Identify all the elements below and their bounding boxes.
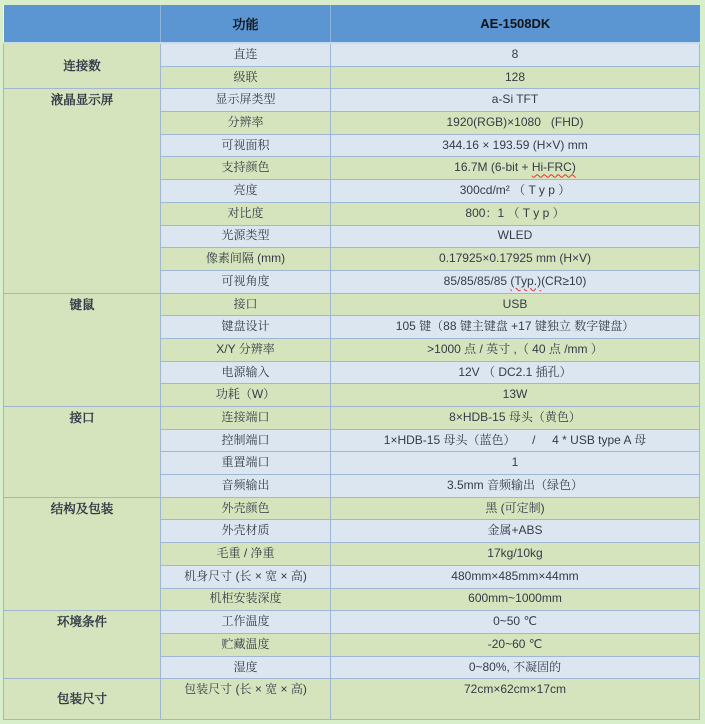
feature-cell: X/Y 分辨率 bbox=[161, 338, 331, 361]
feature-cell: 分辨率 bbox=[161, 112, 331, 135]
feature-cell: 湿度 bbox=[161, 656, 331, 679]
value-cell: USB bbox=[331, 293, 700, 316]
value-cell: 72cm×62cm×17cm bbox=[331, 679, 700, 720]
value-cell: 8×HDB-15 母头（黄色） bbox=[331, 407, 700, 430]
category-cell: 连接数 bbox=[4, 43, 161, 89]
spellcheck-squiggle: (Typ.) bbox=[510, 273, 542, 288]
value-cell: 600mm~1000mm bbox=[331, 588, 700, 611]
feature-cell: 工作温度 bbox=[161, 611, 331, 634]
value-cell: a-Si TFT bbox=[331, 89, 700, 112]
value-cell: 344.16 × 193.59 (H×V) mm bbox=[331, 134, 700, 157]
value-cell: 85/85/85/85 (Typ.)(CR≥10) bbox=[331, 270, 700, 293]
value-cell: 17kg/10kg bbox=[331, 543, 700, 566]
table-row bbox=[4, 497, 700, 520]
value-cell: >1000 点 / 英寸 ,（ 40 点 /mm ） bbox=[331, 338, 700, 361]
feature-cell: 重置端口 bbox=[161, 452, 331, 475]
feature-cell: 支持颜色 bbox=[161, 157, 331, 180]
feature-cell: 可视角度 bbox=[161, 270, 331, 293]
value-cell: 0~50 ℃ bbox=[331, 611, 700, 634]
feature-cell: 音频输出 bbox=[161, 475, 331, 498]
table-row bbox=[4, 43, 700, 66]
category-cell: 键鼠 bbox=[4, 293, 161, 406]
feature-cell: 显示屏类型 bbox=[161, 89, 331, 112]
feature-cell: 功耗（W） bbox=[161, 384, 331, 407]
feature-cell: 电源输入 bbox=[161, 361, 331, 384]
header-corner-cell bbox=[4, 5, 161, 43]
category-cell: 接口 bbox=[4, 407, 161, 498]
value-cell: 黑 (可定制) bbox=[331, 497, 700, 520]
value-cell: 12V （ DC2.1 插孔） bbox=[331, 361, 700, 384]
value-cell: -20~60 ℃ bbox=[331, 633, 700, 656]
spec-table bbox=[3, 5, 700, 720]
feature-cell: 直连 bbox=[161, 43, 331, 66]
feature-cell: 键盘设计 bbox=[161, 316, 331, 339]
table-header bbox=[4, 5, 700, 43]
value-cell: 128 bbox=[331, 66, 700, 89]
category-cell: 结构及包装 bbox=[4, 497, 161, 610]
column-header-product: AE-1508DK bbox=[331, 5, 700, 43]
value-cell: 0~80%, 不凝固的 bbox=[331, 656, 700, 679]
header-row bbox=[4, 5, 700, 43]
feature-cell: 外壳颜色 bbox=[161, 497, 331, 520]
feature-cell: 可视面积 bbox=[161, 134, 331, 157]
feature-cell: 机身尺寸 (长 × 宽 × 高) bbox=[161, 565, 331, 588]
feature-cell: 外壳材质 bbox=[161, 520, 331, 543]
feature-cell: 包装尺寸 (长 × 宽 × 高) bbox=[161, 679, 331, 720]
value-cell: WLED bbox=[331, 225, 700, 248]
table-row bbox=[4, 611, 700, 634]
value-cell: 3.5mm 音频输出（绿色） bbox=[331, 475, 700, 498]
feature-cell: 毛重 / 净重 bbox=[161, 543, 331, 566]
feature-cell: 对比度 bbox=[161, 202, 331, 225]
feature-cell: 贮藏温度 bbox=[161, 633, 331, 656]
value-cell: 13W bbox=[331, 384, 700, 407]
value-cell: 0.17925×0.17925 mm (H×V) bbox=[331, 248, 700, 271]
column-header-feature: 功能 bbox=[161, 5, 331, 43]
value-cell: 480mm×485mm×44mm bbox=[331, 565, 700, 588]
table-row bbox=[4, 293, 700, 316]
feature-cell: 连接端口 bbox=[161, 407, 331, 430]
spellcheck-squiggle: Hi-FRC) bbox=[531, 160, 576, 175]
value-cell: 8 bbox=[331, 43, 700, 66]
value-cell: 1×HDB-15 母头（蓝色） / 4 * USB type A 母 bbox=[331, 429, 700, 452]
value-cell: 16.7M (6-bit + Hi-FRC) bbox=[331, 157, 700, 180]
value-cell: 300cd/m² （ T y p ） bbox=[331, 180, 700, 203]
feature-cell: 级联 bbox=[161, 66, 331, 89]
category-cell: 液晶显示屏 bbox=[4, 89, 161, 293]
value-cell: 金属+ABS bbox=[331, 520, 700, 543]
table-row bbox=[4, 89, 700, 112]
category-cell: 包装尺寸 bbox=[4, 679, 161, 720]
feature-cell: 控制端口 bbox=[161, 429, 331, 452]
value-cell: 1920(RGB)×1080 (FHD) bbox=[331, 112, 700, 135]
value-cell: 1 bbox=[331, 452, 700, 475]
feature-cell: 机柜安装深度 bbox=[161, 588, 331, 611]
value-cell: 105 键（88 键主键盘 +17 键独立 数字键盘） bbox=[331, 316, 700, 339]
feature-cell: 像素间隔 (mm) bbox=[161, 248, 331, 271]
feature-cell: 光源类型 bbox=[161, 225, 331, 248]
value-cell: 800：1 （ T y p ） bbox=[331, 202, 700, 225]
table-row bbox=[4, 679, 700, 720]
table-row bbox=[4, 407, 700, 430]
feature-cell: 亮度 bbox=[161, 180, 331, 203]
table-body bbox=[4, 43, 700, 720]
feature-cell: 接口 bbox=[161, 293, 331, 316]
category-cell: 环境条件 bbox=[4, 611, 161, 679]
